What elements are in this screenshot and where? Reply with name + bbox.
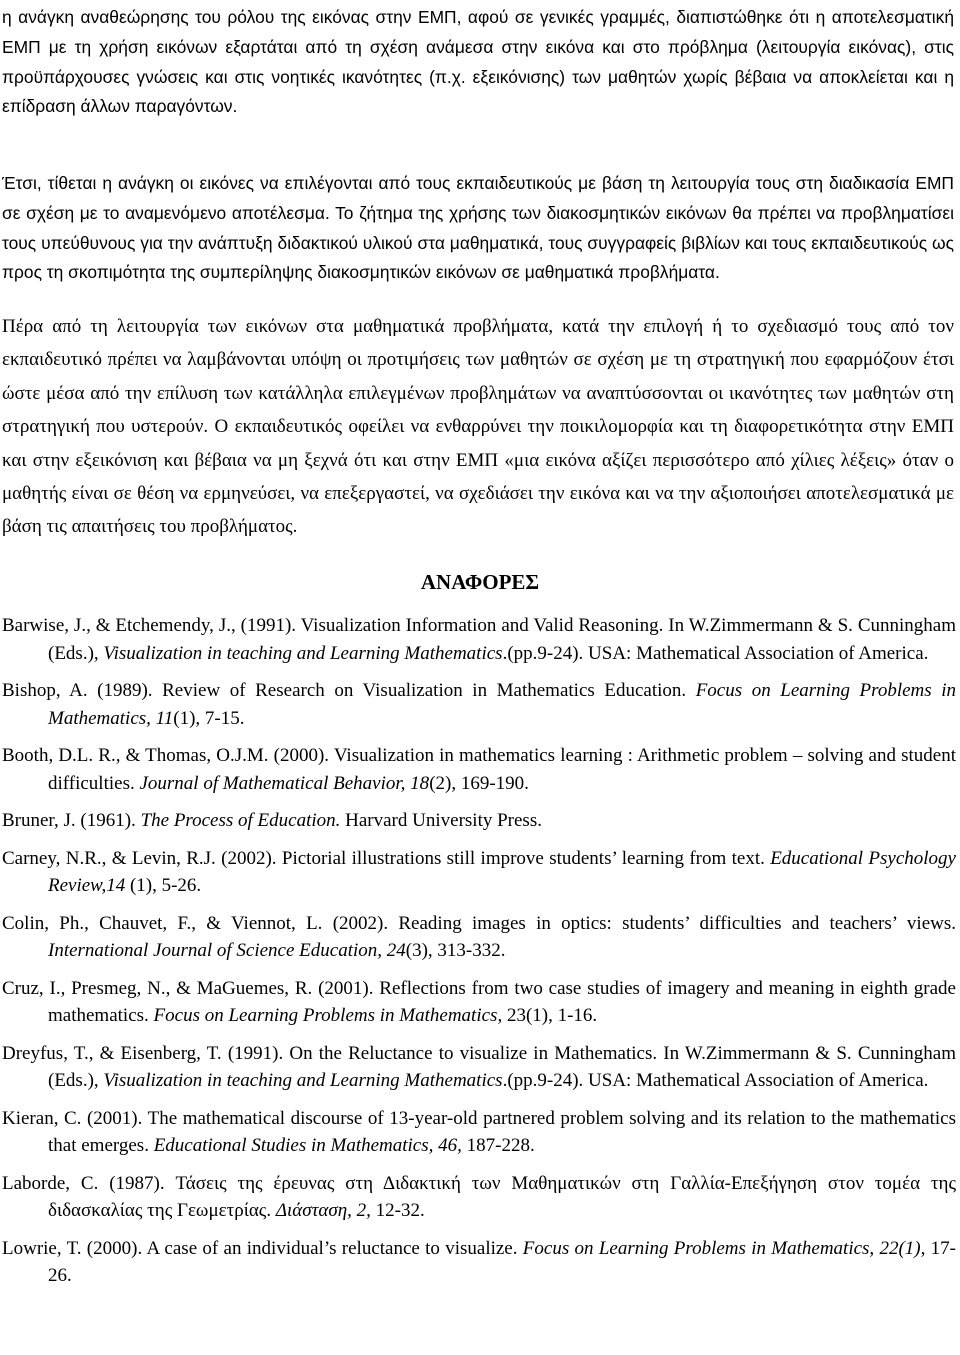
reference-entry: Cruz, I., Presmeg, N., & MaGuemes, R. (2001). Reflections from two case studies of imagery and meaning in eighth grade mathematics. Focus on Learning Problems in Mathematics, 23(1), 1-16. [2, 977, 956, 1026]
reference-entry: Dreyfus, T., & Eisenberg, T. (1991). On the Reluctance to visualize in Mathematics. In W.Zimmermann & S. Cunningham (Eds.), Visualization in teaching and Learning Mathematics.(pp.9-24). USA: Mathematical Association of America. [2, 1042, 956, 1091]
references-heading: ΑΝΑΦΟΡΕΣ [420, 570, 540, 594]
reference-entry: Kieran, C. (2001). The mathematical discourse of 13-year-old partnered problem solving and its relation to the mathematics that emerges. Educational Studies in Mathematics, 46, 187-228. [2, 1107, 956, 1156]
reference-list [0, 612, 956, 1300]
body-paragraph: Έτσι, τίθεται η ανάγκη οι εικόνες να επιλέγονται από τους εκπαιδευτικούς με βάση τη λειτουργία τους στη διαδικασία ΕΜΠ σε σχέση με το αναμενόμενο αποτέλεσμα. Το ζήτημα της χρήσης των διακοσμητικών εικόνων θα πρέπει να προβληματίσει τους υπεύθυνους για την ανάπτυξη διδακτικού υλικού στα μαθηματικά, τους συγγραφείς βιβλίων και τους εκπαιδευτικούς ως προς τη σκοπιμότητα της συμπερίληψης διακοσμητικών εικόνων σε μαθηματικά προβλήματα. [2, 173, 954, 283]
reference-entry: Bruner, J. (1961). The Process of Education. Harvard University Press. [2, 810, 542, 831]
reference-entry: Bishop, A. (1989). Review of Research on Visualization in Mathematics Education. Focus on Learning Problems in Mathematics, 11(1), 7-15. [2, 680, 956, 729]
body-paragraph: Πέρα από τη λειτουργία των εικόνων στα μαθηματικά προβλήματα, κατά την επιλογή ή το σχεδιασμό τους από τον εκπαιδευτικό πρέπει να λαμβάνονται υπόψη οι προτιμήσεις των μαθητών σε σχέση με τη στρατηγική που εφαρμόζουν έτσι ώστε μέσα από την επίλυση των κατάλληλα επιλεγμένων προβλημάτων να αναπτύσσονται οι ικανότητες των μαθητών στη στρατηγική που υστερούν. Ο εκπαιδευτικός οφείλει να ενθαρρύνει την ποικιλομορφία και τη διαφορετικότητα στην ΕΜΠ και στην εξεικόνιση και βέβαια να μη ξεχνά ότι και στην ΕΜΠ «μια εικόνα αξίζει περισσότερο από χίλιες λέξεις» όταν ο μαθητής είναι σε θέση να ερμηνεύσει, να επεξεργαστεί, να σχεδιάσει την εικόνα και να την αξιοποιήσει αποτελεσματικά με βάση τις απαιτήσεις του προβλήματος. [2, 316, 954, 538]
body-paragraph: η ανάγκη αναθεώρησης του ρόλου της εικόνας στην ΕΜΠ, αφού σε γενικές γραμμές, διαπιστώθηκε ότι η αποτελεσματική ΕΜΠ με τη χρήση εικόνων εξαρτάται από τη σχέση ανάμεσα στην εικόνα και στο πρόβλημα (λειτουργία εικόνας), στις προϋπάρχουσες γνώσεις και στις νοητικές ικανότητες (π.χ. εξεικόνισης) των μαθητών χωρίς βέβαια να αποκλείεται και η επίδραση άλλων παραγόντων. [2, 7, 954, 117]
reference-entry: Lowrie, T. (2000). A case of an individual’s reluctance to visualize. Focus on Learning Problems in Mathematics, 22(1), 17-26. [2, 1237, 957, 1286]
reference-entry: Booth, D.L. R., & Thomas, O.J.M. (2000). Visualization in mathematics learning : Arithmetic problem – solving and student difficulties. Journal of Mathematical Behavior, 18(2), 169-190. [2, 745, 956, 794]
reference-entry: Barwise, J., & Etchemendy, J., (1991). Visualization Information and Valid Reasoning. In W.Zimmermann & S. Cunningham (Eds.), Visualization in teaching and Learning Mathematics.(pp.9-24). USA: Mathematical Association of America. [2, 615, 956, 664]
reference-entry: Carney, N.R., & Levin, R.J. (2002). Pictorial illustrations still improve students’ learning from text. Educational Psychology Review,14 (1), 5-26. [2, 847, 956, 896]
reference-entry: Colin, Ph., Chauvet, F., & Viennot, L. (2002). Reading images in optics: students’ difficulties and teachers’ views. International Journal of Science Education, 24(3), 313-332. [2, 912, 956, 961]
reference-entry: Laborde, C. (1987). Τάσεις της έρευνας στη Διδακτική των Μαθηματικών στη Γαλλία-Επεξήγηση στον τομέα της διδασκαλίας της Γεωμετρίας. Διάσταση, 2, 12-32. [2, 1172, 956, 1221]
